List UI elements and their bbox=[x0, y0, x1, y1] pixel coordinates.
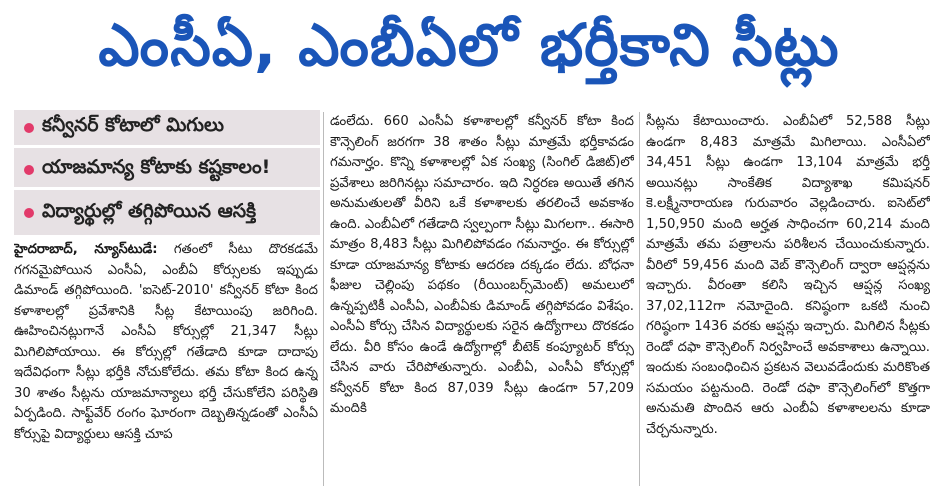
article-column-1 bbox=[14, 240, 318, 488]
highlight-item bbox=[14, 110, 320, 148]
highlight-text: యాజమాన్య కోటాకు కష్టకాలం! bbox=[42, 156, 271, 178]
highlight-text: విద్యార్థుల్లో తగ్గిపోయిన ఆసక్తి bbox=[42, 199, 256, 222]
article-column-3: సీట్లను కేటాయించారు. ఎంబీఏలో 52,588 సీట్లు ఉండగా 8,483 మాత్రమే మిగిలాయి. ఎంసీఏలో 34,451 సీట్లు ఉండగా 13,104 మాత్రమే భర్తీ అయినట్లు సాంకేతిక విద్యాశాఖ కమిషనర్ కె.లక్ష్మీనారాయణ గురువారం వెల్లడించారు. ఐసెట్‌లో 1,50,950 మంది అర్హత సాధించగా 60,214 మంది మాత్రమే తమ పత్రాలను పరిశీలన చేయించుకున్నారు. వీరిలో 59,456 మంది వెబ్ కౌన్సెలింగ్ ద్వారా ఆప్షన్లను ఇచ్చారు. వీరంతా కలిసి ఇచ్చిన ఆప్షన్ల సంఖ్య 37,02,112గా నమోదైంది. కనిష్ఠంగా ఒకటి నుంచి గరిష్ఠంగా 1436 వరకు ఆప్షన్లు ఇచ్చారు. మిగిలిన సీట్లకు రెండో దఫా కౌన్సెలింగ్ నిర్వహించే అవకాశాలు ఉన్నాయి. ఇందుకు సంబంధించిన ప్రకటన వెలువడేందుకు మరికొంత సమయం పట్టనుంది. రెండో దఫా కౌన్సెలింగ్‌లో కొత్తగా అనుమతి పొందిన ఆరు ఎంబీఏ కళాశాలలను కూడా చేర్చనున్నారు. bbox=[646, 114, 930, 437]
article-text-1: గతంలో సీటు దొరకడమే గగనమైపోయిన ఎంసీఏ, ఎంబీఏ కోర్సులకు ఇప్పుడు డిమాండ్ తగ్గిపోయింది. 'ఐసెట్-2010' కన్వీనర్ కోటా కింద కళాశాలల్లో ప్రవేశానికి సీట్ల కేటాయింపు జరిగింది. ఊహించినట్లుగానే ఎంసీఏ కోర్సుల్లో 21,347 సీట్లు మిగిలిపోయాయి. ఈ కోర్సుల్లో గతేడాది కూడా దాదాపు ఇదేవిధంగా సీట్లు భర్తీకి నోచుకోలేదు. తమ కోటా కింద ఉన్న 30 శాతం సీట్లను యాజమాన్యాలు భర్తీ చేసుకోలేని పరిస్థితి ఏర్పడింది. సాఫ్ట్‌వేర్ రంగం ఘోరంగా దెబ్బతిన్నడంతో ఎంసీఏ కోర్సుపై విద్యార్థులు ఆసక్తి చూప bbox=[14, 242, 318, 442]
dateline: హైదరాబాద్, న్యూస్‌టుడే: bbox=[14, 242, 158, 257]
headline: ఎంసీఏ, ఎంబీఏలో భర్తీకాని సీట్లు bbox=[98, 10, 840, 79]
highlight-item bbox=[14, 194, 320, 232]
bullet-icon bbox=[24, 165, 34, 175]
highlight-item bbox=[14, 152, 320, 190]
highlight-text: కన్వీనర్ కోటాలో మిగులు bbox=[42, 114, 224, 136]
bullet-icon bbox=[24, 123, 34, 133]
column-divider bbox=[323, 112, 324, 486]
bullet-icon bbox=[24, 208, 34, 218]
column-divider bbox=[639, 112, 640, 486]
article-column-2: డంలేదు. 660 ఎంసీఏ కళాశాలల్లో కన్వీనర్ కోటా కింద కౌన్సెలింగ్ జరగగా 38 శాతం సీట్లు మాత్రమే భర్తీకావడం గమనార్హం. కొన్ని కళాశాలల్లో ఏక సంఖ్య (సింగిల్ డిజిట్)లో ప్రవేశాలు జరిగినట్లు సమాచారం. ఇది నిర్ధరణ అయితే తగిన అనుమతులతో వీరిని ఒకే కళాశాలకు తరలించే అవకాశం ఉంది. ఎంబీఏలో గతేడాది స్వల్పంగా సీట్లు మిగలగా.. ఈసారి మాత్రం 8,483 సీట్లు మిగిలిపోవడం గమనార్హం. ఈ కోర్సుల్లో కూడా యాజమాన్య కోటాకు ఆదరణ దక్కడం లేదు. బోధనా ఫీజుల చెల్లింపు పథకం (రీయింబర్స్‌మెంట్) అమలులో ఉన్నప్పటికీ ఎంసీఏ, ఎంబీఏకు డిమాండ్ తగ్గిపోవడం విశేషం. ఎంసీఏ కోర్సు చేసిన విద్యార్థులకు సరైన ఉద్యోగాలు దొరకడం లేదు. వీరి కోసం ఉండే ఉద్యోగాల్లో బీటెక్ కంప్యూటర్ కోర్సు చేసిన వారు చేరిపోతున్నారు. ఎంబీఏ, ఎంసీఏ కోర్సుల్లో కన్వీనర్ కోటా కింద 87,039 సీట్లు ఉండగా 57,209 మందికి bbox=[330, 114, 634, 416]
highlights-box bbox=[14, 110, 320, 235]
